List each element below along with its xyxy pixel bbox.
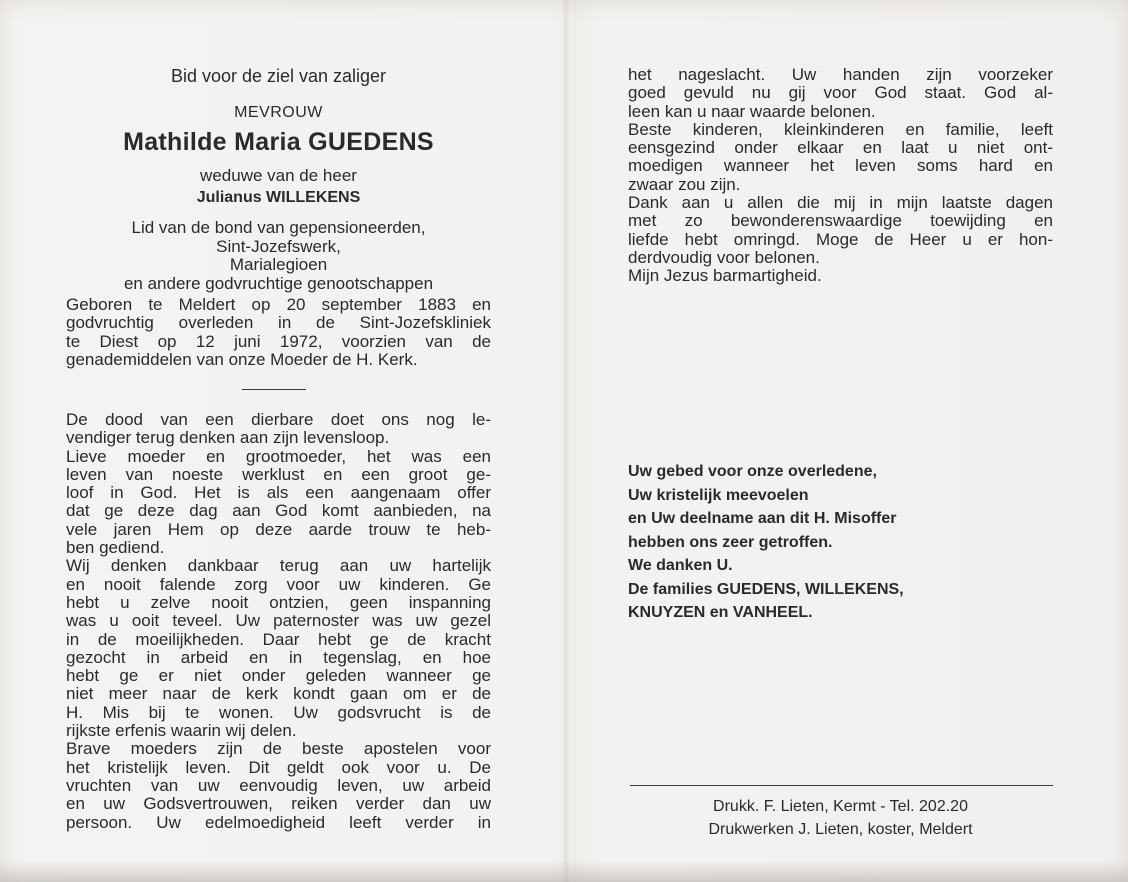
text-line: liefde hebt omringd. Moge de Heer u er hon- [628,229,1053,249]
footer-rule [630,785,1053,786]
biography-line: te Diest op 12 juni 1972, voorzien van de [66,331,491,351]
text-line: niet meer naar de kerk kondt gaan om er de [66,684,491,704]
text-line: H. Mis bij te wonen. Uw godsvrucht is de [66,702,491,722]
intro-line: Bid voor de ziel van zaliger [170,66,387,86]
text-line: ben gediend. [66,538,165,558]
biography-line: godvruchtig overleden in de Sint-Jozefskliniek [66,313,491,333]
membership-line: Marialegioen [229,255,328,274]
text-line: was u ooit teveel. Uw paternoster was uw gezel [66,611,491,631]
text-line: vele jaren Hem op deze aarde trouw te heb- [66,519,491,539]
right-text [628,66,1053,286]
text-line: hebt u zelve nooit ontzien, geen inspanning [66,592,491,612]
printer-line: Drukwerken J. Lieten, koster, Meldert [708,821,973,838]
text-line: met zo bewonderenswaardige toewijding en [628,211,1053,231]
text-line: derdvoudig voor belonen. [628,247,820,267]
text-line: en nooit falende zorg voor uw kinderen. Ge [66,574,491,594]
memberships [66,219,491,293]
text-line: Beste kinderen, kleinkinderen en familie, leeft [628,119,1053,139]
text-line: goed gevuld nu gij voor God staat. God al- [628,83,1053,103]
biography [66,296,491,369]
thanks-line: en Uw deelname aan dit H. Misoffer [628,510,897,527]
husband-name: Julianus WILLEKENS [196,189,361,206]
text-line: dat ge deze dag aan God komt aanbieden, na [66,501,491,521]
text-line: De dood van een dierbare doet ons nog le- [66,410,491,429]
text-line: leen kan u naar waarde belonen. [628,101,876,121]
left-text [66,411,491,832]
text-line: vruchten van uw eenvoudig leven, uw arbeid [66,775,491,795]
printer-line: Drukk. F. Lieten, Kermt - Tel. 202.20 [713,798,968,815]
thanks-line: hebben ons zeer getroffen. [628,533,833,551]
thanks-line: De families GUEDENS, WILLEKENS, [628,580,904,598]
membership-line: Sint-Jozefswerk, [216,236,341,256]
text-line: het kristelijk leven. Dit geldt ook voor u. De [66,757,491,777]
text-line: persoon. Uw edelmoedigheid leeft verder in [66,812,491,832]
thanks-block [628,460,904,625]
biography-line: genademiddelen van onze Moeder de H. Kerk. [66,349,418,369]
text-line: in de moeilijkheden. Daar hebt ge de kracht [66,629,491,649]
widow-of-line: weduwe van de heer [200,166,357,185]
text-line: vendiger terug denken aan zijn levensloop. [66,428,390,448]
deceased-name: Mathilde Maria GUEDENS [123,128,434,156]
text-line: en uw Godsvertrouwen, reiken verder dan uw [66,794,491,814]
text-line: het nageslacht. Uw handen zijn voorzeker [628,65,1053,84]
title-mevrouw: MEVROUW [234,104,323,121]
thanks-line: Uw gebed voor onze overledene, [628,463,877,480]
text-line: Lieve moeder en grootmoeder, het was een [66,446,491,466]
card-fold [562,0,570,882]
text-line: rijkste erfenis waarin wij delen. [66,721,297,741]
text-line: leven van noeste werklust en een groot ge- [66,464,491,484]
printer-credits [628,795,1053,841]
thanks-line: KNUYZEN en VANHEEL. [628,604,813,621]
text-line: Mijn Jezus barmartigheid. [628,266,822,286]
text-line: zwaar zou zijn. [628,174,741,194]
text-line: eensgezind onder elkaar en laat u niet ont- [628,138,1053,158]
membership-line: Lid van de bond van gepensioneerden, [131,218,426,237]
text-line: loof in God. Het is als een aangenaam offer [66,483,491,503]
text-line: Dank aan u allen die mij in mijn laatste dagen [628,193,1053,213]
thanks-line: Uw kristelijk meevoelen [628,486,809,504]
membership-line: en andere godvruchtige genootschappen [123,273,434,293]
text-line: Brave moeders zijn de beste apostelen voor [66,739,491,759]
text-line: gezocht in arbeid en in tegenslag, en hoe [66,647,491,667]
text-line: hebt ge er niet onder geleden wanneer ge [66,666,491,686]
card-edge-shadow [0,860,1128,882]
thanks-line: We danken U. [628,557,733,574]
biography-line: Geboren te Meldert op 20 september 1883 en [66,295,491,314]
separator-line [242,389,306,390]
text-line: Wij denken dankbaar terug aan uw hartelijk [66,556,491,576]
text-line: moedigen wanneer het leven soms hard en [628,156,1053,176]
